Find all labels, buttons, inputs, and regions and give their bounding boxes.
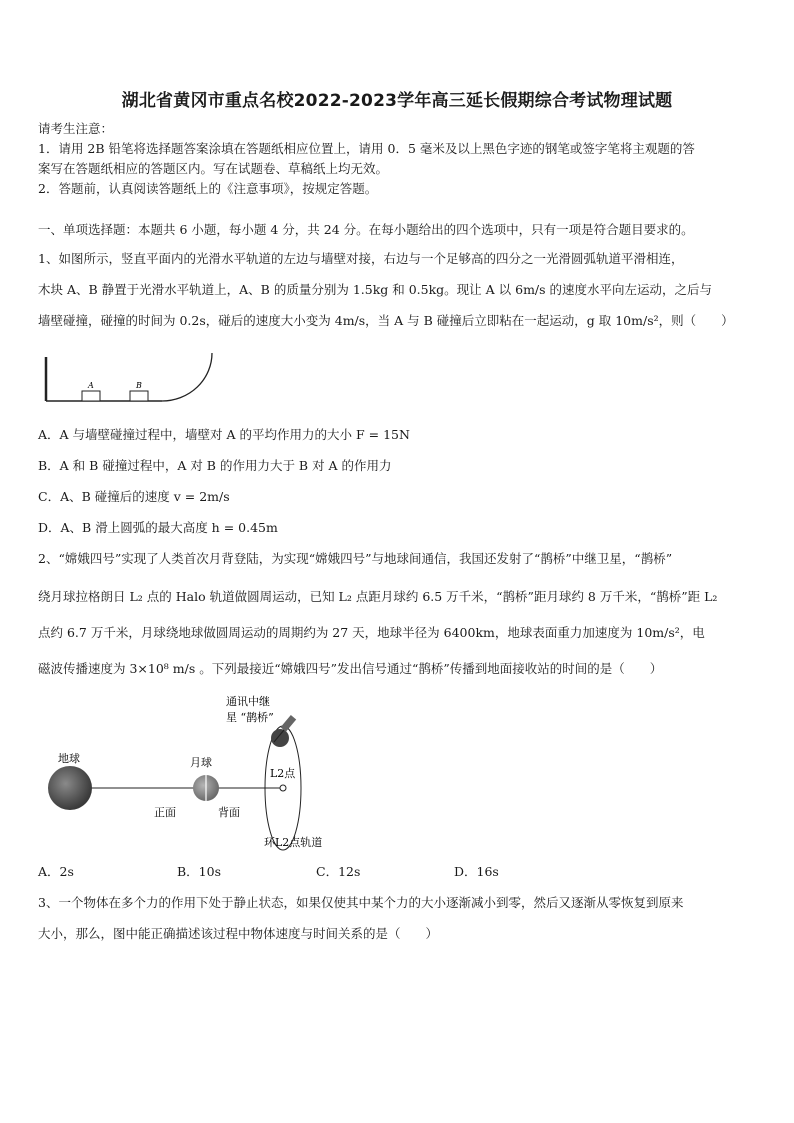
block-a [82, 391, 100, 401]
question-1-line-3: 墙壁碰撞，碰撞的时间为 0.2s，碰后的速度大小变为 4m/s，当 A 与 B 碰撞后立即粘在一起运动，g 取 10m/s²，则（ ） [38, 313, 734, 328]
notice-heading: 请考生注意： [38, 121, 114, 136]
question-2-line-3: 点约 6.7 万千米，月球绕地球做圆周运动的周期约为 27 天，地球半径为 6400km，地球表面重力加速度为 10m/s²，电 [38, 625, 705, 640]
relay-label-1: 通讯中继 [226, 695, 270, 708]
front-label: 正面 [154, 806, 176, 819]
question-2-line-4: 磁波传播速度为 3×10⁸ m/s 。下列最接近“嫦娥四号”发出信号通过“鹊桥”传播到地面接收站的时间的是（ ） [38, 661, 663, 676]
question-2-relay-figure [38, 690, 368, 852]
block-b-label: B [136, 381, 142, 390]
earth-icon [48, 766, 92, 810]
question-1-option-c[interactable]: C．A、B 碰撞后的速度 v = 2m/s [38, 489, 230, 504]
question-1-track-figure [38, 345, 218, 407]
notice-item-1-line-1: 1．请用 2B 铅笔将选择题答案涂填在答题纸相应位置上，请用 0．5 毫米及以上黑色字迹的钢笔或签字笔将主观题的答 [38, 141, 695, 156]
block-b [130, 391, 148, 401]
l2-orbit-label: 环L2点轨道 [264, 836, 323, 849]
l2-point [280, 785, 286, 791]
relay-satellite-icon [271, 715, 296, 747]
notice-item-1-line-2: 案写在答题纸相应的答题区内。写在试题卷、草稿纸上均无效。 [38, 161, 389, 176]
question-2-line-1: 2、“嫦娥四号”实现了人类首次月背登陆，为实现“嫦娥四号”与地球间通信，我国还发射了“鹊桥”中继卫星，“鹊桥” [38, 551, 673, 566]
question-2-option-d[interactable]: D．16s [454, 864, 499, 879]
notice-item-2: 2．答题前，认真阅读答题纸上的《注意事项》，按规定答题。 [38, 181, 378, 196]
block-a-label: A [88, 381, 94, 390]
question-1-option-d[interactable]: D．A、B 滑上圆弧的最大高度 h = 0.45m [38, 520, 278, 535]
question-3-line-2: 大小，那么，图中能正确描述该过程中物体速度与时间关系的是（ ） [38, 926, 439, 941]
question-2-option-c[interactable]: C．12s [316, 864, 361, 879]
relay-label-2: 星 “鹊桥” [226, 711, 274, 724]
question-1-option-b[interactable]: B．A 和 B 碰撞过程中，A 对 B 的作用力大于 B 对 A 的作用力 [38, 458, 392, 473]
quarter-arc-track [162, 353, 212, 401]
question-2-option-b[interactable]: B．10s [177, 864, 222, 879]
question-1-line-2: 木块 A、B 静置于光滑水平轨道上，A、B 的质量分别为 1.5kg 和 0.5kg。现让 A 以 6m/s 的速度水平向左运动，之后与 [38, 282, 713, 297]
earth-label: 地球 [58, 752, 80, 765]
question-2-line-2: 绕月球拉格朗日 L₂ 点的 Halo 轨道做圆周运动，已知 L₂ 点距月球约 6.5 万千米，“鹊桥”距月球约 8 万千米，“鹊桥”距 L₂ [38, 589, 718, 604]
question-2-option-a[interactable]: A．2s [38, 864, 74, 879]
page-title: 湖北省黄冈市重点名校2022-2023学年高三延长假期综合考试物理试题 [121, 91, 673, 111]
question-1-option-a[interactable]: A．A 与墙壁碰撞过程中，墙壁对 A 的平均作用力的大小 F = 15N [38, 427, 410, 442]
moon-label: 月球 [190, 756, 212, 769]
l2-label: L2点 [270, 767, 296, 780]
question-3-line-1: 3、一个物体在多个力的作用下处于静止状态，如果仅使其中某个力的大小逐渐减小到零，然后又逐渐从零恢复到原来 [38, 895, 684, 910]
section-heading: 一、单项选择题：本题共 6 小题，每小题 4 分，共 24 分。在每小题给出的四个选项中，只有一项是符合题目要求的。 [38, 222, 694, 237]
back-label: 背面 [218, 806, 240, 819]
question-1-line-1: 1、如图所示，竖直平面内的光滑水平轨道的左边与墙壁对接，右边与一个足够高的四分之一光滑圆弧轨道平滑相连， [38, 251, 684, 266]
